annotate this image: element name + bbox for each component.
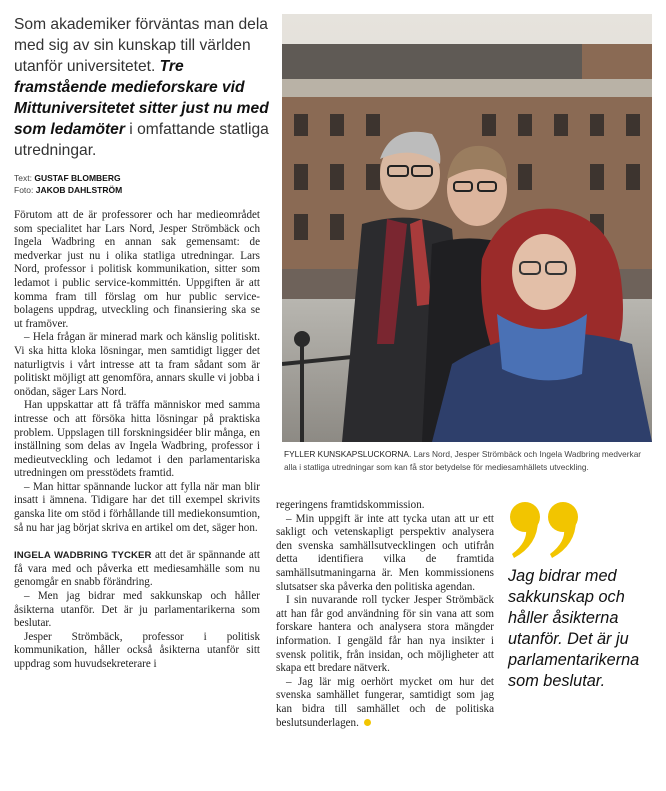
paragraph: Han uppskattar att få träffa människor med samma intresse och att försöka hitta lösningar på praktiska problem. Uppslagen till forskningsidéer blir många, en inställning som delas av Ingela Wadbring, professor i medieutveckling och ledamot i den parlamentariska utredningen om presstödets framtid. (14, 399, 260, 480)
photo-caption (284, 448, 652, 473)
paragraph: – Man hittar spännande luckor att fylla när man blir insatt i ämnena. Tidigare har det till exempel skrivits ganska lite om stöd i förhållande till mediekonsumtion, så nu har jag börjat skriva en artikel om det, säger hon. (14, 480, 260, 534)
paragraph-text: att det är spännande att få vara med och påverka ett mediesamhälle som nu genomgår en snabb förändring. (14, 549, 261, 589)
paragraph: Förutom att de är professorer och har medieområdet som specialitet har Lars Nord, Jesper Strömbäck och Ingela Wadbring en annan sak gemensamt: de medverkar just nu i olika statliga utredningar. Lars Nord, professor i politisk kommunikation, sitter som ledamot i public service-kommittén. Uppgiften är att komma fram till förslag om hur public service-bolagens uppdrag, utveckling och finansiering ska se ut framöver. (14, 209, 260, 330)
caption-text: Lars Nord, Jesper Strömbäck och Ingela Wadbring medverkar alla i statliga utredningar som kan få stor betydelse för mediesamhällets utveckling. (284, 449, 642, 472)
paragraph-text: – Jag lär mig oerhört mycket om hur det svenska samhället fungerar, samtidigt som jag kan bidra till samhället och de politiska beslutsunderlagen. (276, 675, 494, 729)
text-credit-name: GUSTAF BLOMBERG (34, 173, 121, 183)
article-lead (14, 14, 276, 161)
paragraph (276, 676, 494, 730)
lead-bold: Tre framstående medieforskare vid Mittuniversitetet sitter just nu med som ledamöter (14, 58, 269, 138)
caption-title: FYLLER KUNSKAPSLUCKORNA. (284, 449, 412, 459)
pull-quote: Jag bidrar med sakkunskap och håller åsikterna utanför. Det är ju parlamentarikerna som beslutar. (508, 567, 640, 690)
body-column-2 (276, 499, 494, 730)
text-credit-label: Text: (14, 173, 32, 183)
end-mark-icon (364, 719, 371, 726)
paragraph: regeringens framtidskommission. (276, 499, 425, 511)
portrait-photo (282, 14, 652, 442)
paragraph: – Hela frågan är minerad mark och känslig politiskt. Vi ska hitta kloka lösningar, men samtidigt ligger det naturligtvis i vårt intresse att ta fram sådant som är politiskt möjligt att genomföra, annars skulle vi jobba i onödan, säger Lars Nord. (14, 331, 260, 398)
paragraph: – Min uppgift är inte att tycka utan att ur ett sakligt och vetenskapligt perspektiv analysera den svenska samhällsutvecklingen och utifrån detta identifiera vilka de framtida samhällsutmaningarna är. Men kommissionens slutsatser ska påverka den politiska agendan. (276, 512, 494, 593)
paragraph: I sin nuvarande roll tycker Jesper Strömbäck att han får god användning för sin vana att som forskare hantera och analysera stora mängder information. I gengäld får han nya insikter i svensk politik, från insidan, och möjligheter att skapa ett bredare nätverk. (276, 594, 494, 675)
photo-credit-label: Foto: (14, 185, 34, 195)
paragraph-lead-in (14, 549, 260, 590)
lead-plain: Som akademiker förväntas man dela med sig av sin kunskap till världen utanför universitetet. (14, 16, 268, 75)
quote-mark-icon (508, 500, 584, 560)
paragraph: – Men jag bidrar med sakkunskap och håller åsikterna utanför. Det är ju parlamentarikerna som beslutar. (14, 590, 260, 630)
section-lead-in: INGELA WADBRING TYCKER (14, 550, 152, 562)
byline (14, 172, 276, 196)
body-column-1 (14, 209, 260, 672)
lead-tail: i omfattande statliga utredningar. (14, 121, 269, 159)
article-photo (282, 14, 652, 442)
photo-credit-name: JAKOB DAHLSTRÖM (35, 185, 123, 195)
paragraph: Jesper Strömbäck, professor i politisk kommunikation, håller också åsikterna utanför sitt uppdrag som huvudsekreterare i (14, 630, 260, 670)
